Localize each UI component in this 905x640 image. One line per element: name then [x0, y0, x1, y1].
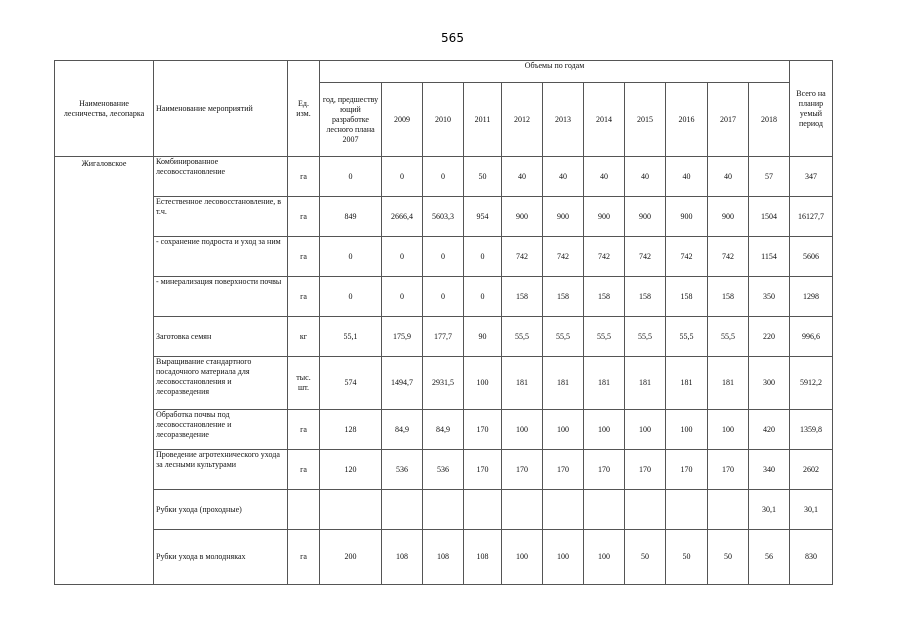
total-cell: 830 [790, 530, 833, 585]
value-cell: 170 [464, 450, 502, 490]
value-cell: 170 [625, 450, 666, 490]
unit-cell: га [288, 277, 320, 317]
value-cell: 0 [320, 237, 382, 277]
value-cell: 1154 [749, 237, 790, 277]
value-cell: 100 [543, 410, 584, 450]
value-cell: 100 [625, 410, 666, 450]
value-cell: 900 [708, 197, 749, 237]
value-cell: 5603,3 [423, 197, 464, 237]
header-total: Всего на планир уемый период [790, 61, 833, 157]
value-cell: 50 [666, 530, 708, 585]
value-cell: 181 [543, 357, 584, 410]
total-cell: 1359,8 [790, 410, 833, 450]
value-cell: 900 [543, 197, 584, 237]
value-cell: 40 [625, 157, 666, 197]
value-cell: 954 [464, 197, 502, 237]
unit-cell: га [288, 450, 320, 490]
value-cell: 175,9 [382, 317, 423, 357]
value-cell: 90 [464, 317, 502, 357]
value-cell: 742 [584, 237, 625, 277]
value-cell [666, 490, 708, 530]
value-cell: 0 [382, 157, 423, 197]
activity-name: - сохранение подроста и уход за ним [154, 237, 288, 277]
value-cell: 55,5 [708, 317, 749, 357]
header-years-group: Объемы по годам [320, 61, 790, 83]
value-cell: 0 [464, 277, 502, 317]
table-row [55, 450, 833, 490]
activity-name: Обработка почвы под лесовосстановление и лесоразведение [154, 410, 288, 450]
unit-cell: га [288, 410, 320, 450]
unit-cell: га [288, 157, 320, 197]
value-cell: 108 [423, 530, 464, 585]
value-cell: 0 [320, 277, 382, 317]
value-cell: 170 [502, 450, 543, 490]
value-cell: 742 [502, 237, 543, 277]
value-cell: 0 [382, 277, 423, 317]
value-cell: 100 [464, 357, 502, 410]
page-number: 565 [441, 31, 464, 45]
unit-cell [288, 490, 320, 530]
activity-name: Проведение агротехнического ухода за лесными культурами [154, 450, 288, 490]
value-cell: 100 [502, 530, 543, 585]
total-cell: 996,6 [790, 317, 833, 357]
activity-name: Комбинированное лесовосстановление [154, 157, 288, 197]
value-cell: 30,1 [749, 490, 790, 530]
value-cell: 158 [666, 277, 708, 317]
total-cell: 5606 [790, 237, 833, 277]
value-cell: 849 [320, 197, 382, 237]
value-cell: 181 [708, 357, 749, 410]
unit-cell: га [288, 197, 320, 237]
value-cell: 120 [320, 450, 382, 490]
table-row [55, 237, 833, 277]
value-cell: 0 [320, 157, 382, 197]
value-cell: 350 [749, 277, 790, 317]
value-cell: 177,7 [423, 317, 464, 357]
value-cell: 2931,5 [423, 357, 464, 410]
value-cell: 108 [464, 530, 502, 585]
unit-cell: тыс. шт. [288, 357, 320, 410]
table-row [55, 197, 833, 237]
activity-name: - минерализация поверхности почвы [154, 277, 288, 317]
unit-cell: кг [288, 317, 320, 357]
value-cell: 900 [584, 197, 625, 237]
value-cell: 100 [584, 410, 625, 450]
value-cell: 55,5 [584, 317, 625, 357]
header-activity: Наименование мероприятий [154, 61, 288, 157]
total-cell: 5912,2 [790, 357, 833, 410]
value-cell: 55,1 [320, 317, 382, 357]
table-row [55, 490, 833, 530]
unit-cell: га [288, 530, 320, 585]
header-year: 2013 [543, 83, 584, 157]
table-row [55, 530, 833, 585]
value-cell: 158 [584, 277, 625, 317]
value-cell: 1504 [749, 197, 790, 237]
header-year: 2009 [382, 83, 423, 157]
header-year: 2012 [502, 83, 543, 157]
value-cell: 100 [543, 530, 584, 585]
value-cell: 900 [666, 197, 708, 237]
value-cell: 100 [584, 530, 625, 585]
value-cell: 158 [543, 277, 584, 317]
value-cell: 2666,4 [382, 197, 423, 237]
table-row [55, 157, 833, 197]
header-year: 2015 [625, 83, 666, 157]
value-cell [464, 490, 502, 530]
region-name: Жигаловское [55, 157, 154, 585]
value-cell [382, 490, 423, 530]
value-cell: 742 [625, 237, 666, 277]
value-cell: 181 [502, 357, 543, 410]
value-cell: 0 [382, 237, 423, 277]
value-cell [423, 490, 464, 530]
total-cell: 1298 [790, 277, 833, 317]
value-cell: 420 [749, 410, 790, 450]
value-cell: 200 [320, 530, 382, 585]
value-cell: 0 [464, 237, 502, 277]
value-cell: 220 [749, 317, 790, 357]
header-year: 2011 [464, 83, 502, 157]
header-year: 2016 [666, 83, 708, 157]
value-cell: 181 [625, 357, 666, 410]
value-cell: 340 [749, 450, 790, 490]
value-cell: 50 [625, 530, 666, 585]
value-cell: 742 [666, 237, 708, 277]
value-cell: 40 [708, 157, 749, 197]
value-cell: 536 [423, 450, 464, 490]
value-cell: 50 [708, 530, 749, 585]
total-cell: 30,1 [790, 490, 833, 530]
table-row [55, 317, 833, 357]
value-cell [584, 490, 625, 530]
table-row [55, 357, 833, 410]
forest-plan-table [54, 60, 833, 585]
value-cell: 300 [749, 357, 790, 410]
activity-name: Рубки ухода (проходные) [154, 490, 288, 530]
value-cell [708, 490, 749, 530]
total-cell: 16127,7 [790, 197, 833, 237]
value-cell: 40 [543, 157, 584, 197]
value-cell: 181 [666, 357, 708, 410]
header-year: 2014 [584, 83, 625, 157]
value-cell: 57 [749, 157, 790, 197]
value-cell: 900 [502, 197, 543, 237]
value-cell [320, 490, 382, 530]
value-cell: 158 [708, 277, 749, 317]
value-cell: 40 [502, 157, 543, 197]
value-cell: 170 [584, 450, 625, 490]
value-cell: 50 [464, 157, 502, 197]
total-cell: 347 [790, 157, 833, 197]
value-cell: 742 [708, 237, 749, 277]
value-cell: 128 [320, 410, 382, 450]
value-cell: 55,5 [666, 317, 708, 357]
table-row [55, 277, 833, 317]
value-cell: 84,9 [423, 410, 464, 450]
activity-name: Выращивание стандартного посадочного материала для лесовосстановления и лесоразведения [154, 357, 288, 410]
activity-name: Заготовка семян [154, 317, 288, 357]
value-cell: 574 [320, 357, 382, 410]
total-cell: 2602 [790, 450, 833, 490]
value-cell: 170 [666, 450, 708, 490]
value-cell [543, 490, 584, 530]
value-cell: 55,5 [625, 317, 666, 357]
value-cell: 170 [708, 450, 749, 490]
value-cell: 158 [502, 277, 543, 317]
value-cell: 55,5 [502, 317, 543, 357]
value-cell: 158 [625, 277, 666, 317]
value-cell: 55,5 [543, 317, 584, 357]
value-cell: 108 [382, 530, 423, 585]
value-cell: 900 [625, 197, 666, 237]
activity-name: Естественное лесовосстановление, в т.ч. [154, 197, 288, 237]
value-cell: 181 [584, 357, 625, 410]
value-cell: 170 [543, 450, 584, 490]
value-cell: 1494,7 [382, 357, 423, 410]
value-cell: 0 [423, 277, 464, 317]
value-cell: 0 [423, 157, 464, 197]
unit-cell: га [288, 237, 320, 277]
table-body [55, 157, 833, 585]
value-cell: 40 [584, 157, 625, 197]
header-region: Наименование лесничества, лесопарка [55, 61, 154, 157]
value-cell: 170 [464, 410, 502, 450]
header-year: 2010 [423, 83, 464, 157]
header-year: 2018 [749, 83, 790, 157]
value-cell: 56 [749, 530, 790, 585]
value-cell: 100 [666, 410, 708, 450]
header-year: 2017 [708, 83, 749, 157]
value-cell [502, 490, 543, 530]
value-cell [625, 490, 666, 530]
value-cell: 536 [382, 450, 423, 490]
table-header [55, 61, 833, 157]
value-cell: 100 [708, 410, 749, 450]
value-cell: 0 [423, 237, 464, 277]
activity-name: Рубки ухода в молодняках [154, 530, 288, 585]
value-cell: 100 [502, 410, 543, 450]
value-cell: 742 [543, 237, 584, 277]
header-pre-period: год, предшеству ющий разработке лесного плана 2007 [320, 83, 382, 157]
value-cell: 40 [666, 157, 708, 197]
table-row [55, 410, 833, 450]
value-cell: 84,9 [382, 410, 423, 450]
header-unit: Ед. изм. [288, 61, 320, 157]
